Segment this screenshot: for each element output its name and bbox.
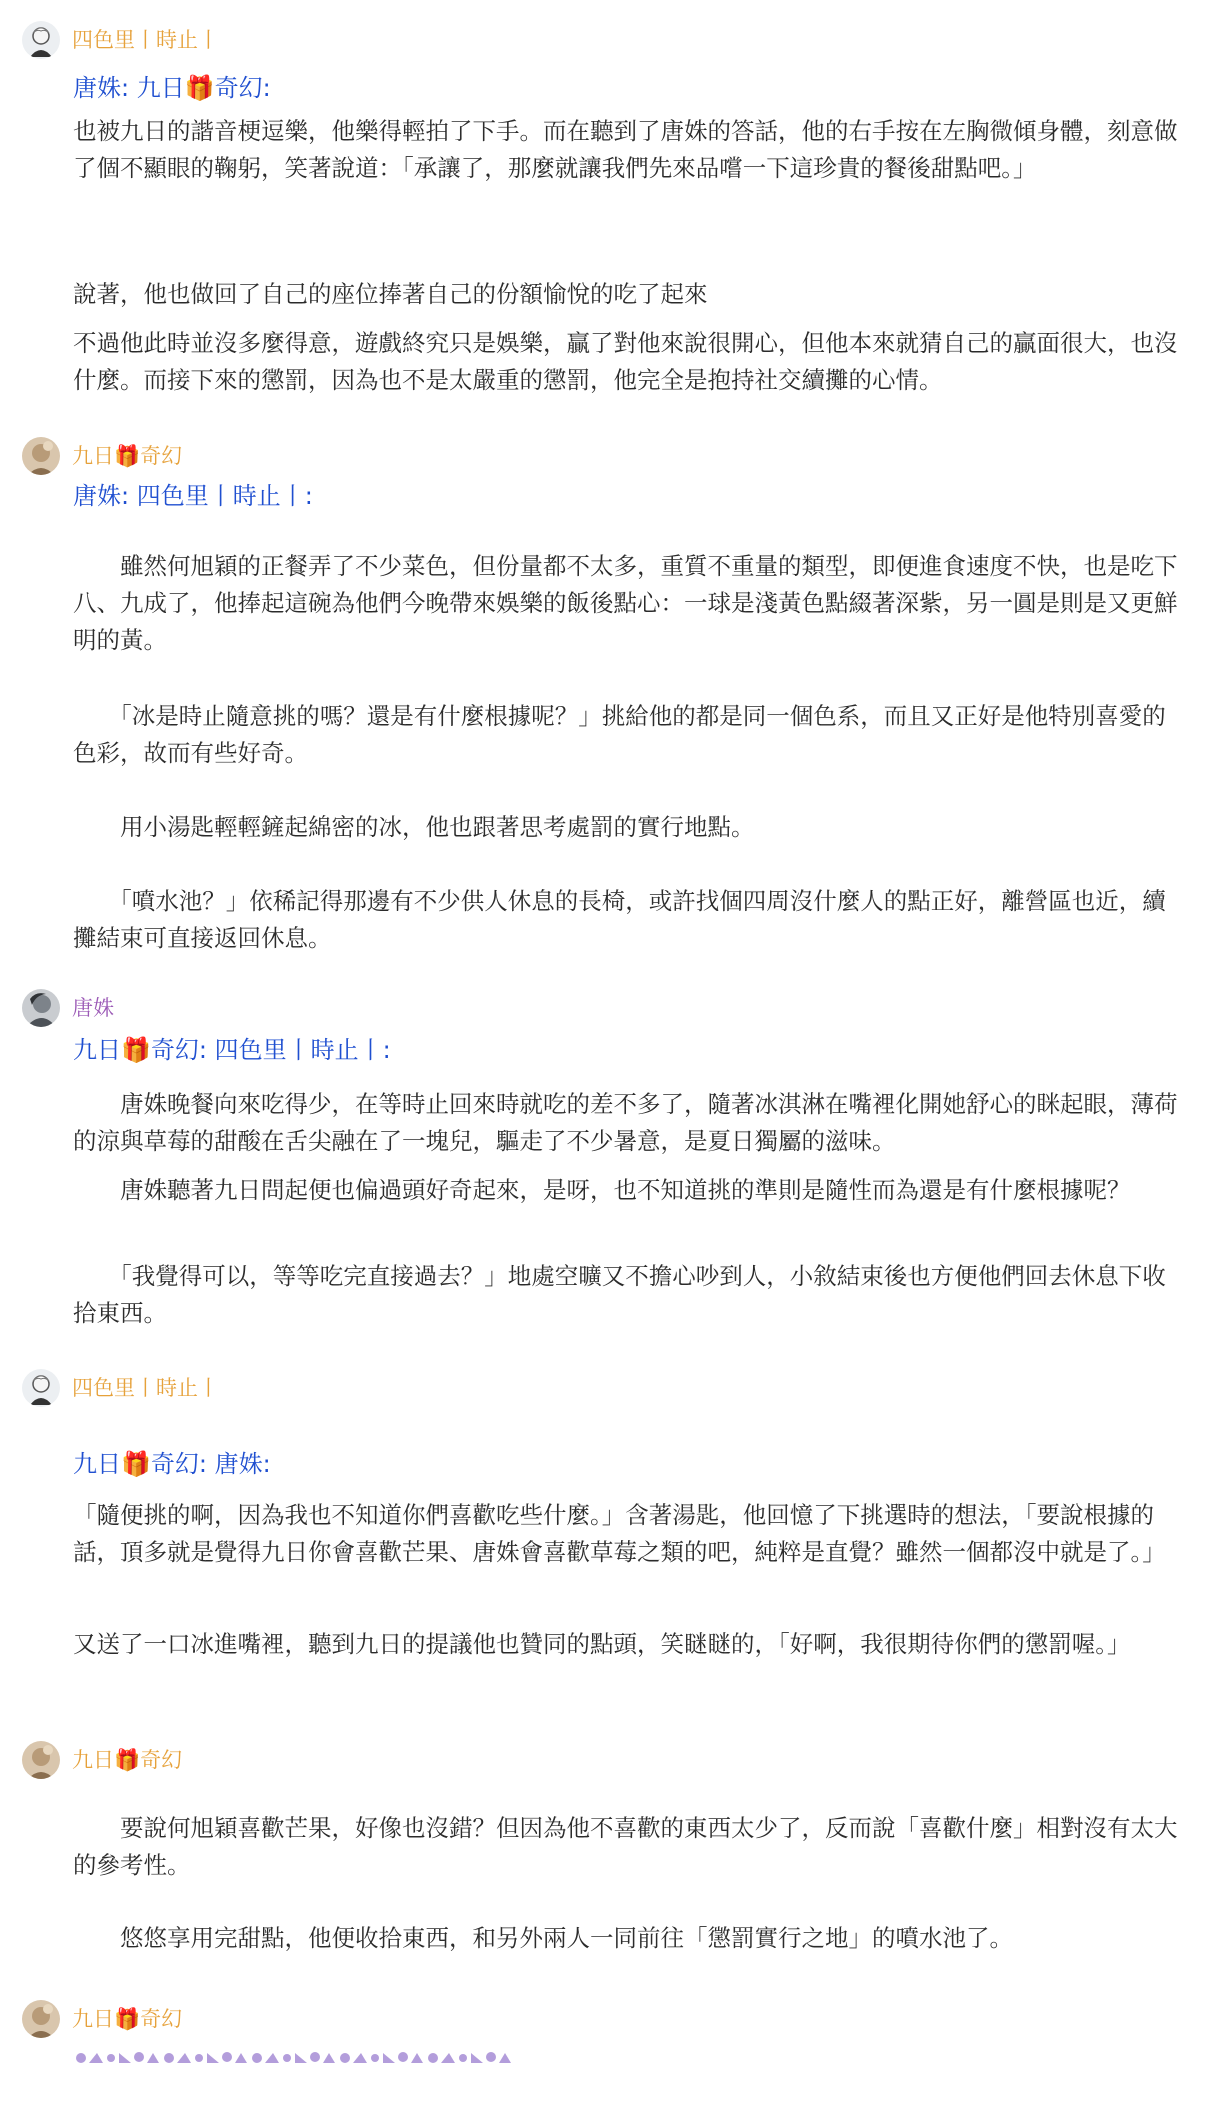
post-paragraph: 「噴水池？」依稀記得那邊有不少供人休息的長椅，或許找個四周沒什麼人的點正好，離營區也近，續攤結束可直接返回休息。: [73, 887, 1166, 952]
avatar[interactable]: [22, 1369, 60, 1407]
post-3-author-row: [22, 988, 114, 1028]
author-name[interactable]: 九日🎁奇幻: [72, 1747, 183, 1772]
author-name[interactable]: 四色里丨時止丨: [72, 1375, 219, 1400]
post-paragraph: 用小湯匙輕輕鏟起綿密的冰，他也跟著思考處罰的實行地點。: [73, 813, 755, 841]
post-2-author-row: [22, 436, 182, 476]
post-paragraph: 唐姝晚餐向來吃得少，在等時止回來時就吃的差不多了，隨著冰淇淋在嘴裡化開她舒心的眯起眼，薄荷的涼與草莓的甜酸在舌尖融在了一塊兒，驅走了不少暑意，是夏日獨屬的滋味。: [73, 1090, 1178, 1155]
post-paragraph: 雖然何旭穎的正餐弄了不少菜色，但份量都不太多，重質不重量的類型，即便進食速度不快，也是吃下八、九成了，他捧起這碗為他們今晚帶來娛樂的飯後點心：一球是淺黃色點綴著深紫，另一圓是則是又更鮮明的黃。: [73, 552, 1178, 654]
post-paragraph: 悠悠享用完甜點，他便收拾東西，和另外兩人一同前往「懲罰實行之地」的噴水池了。: [73, 1924, 1013, 1952]
avatar[interactable]: [22, 1741, 60, 1779]
post-paragraph: 說著，他也做回了自己的座位捧著自己的份額愉悅的吃了起來: [73, 280, 708, 308]
author-name[interactable]: 唐姝: [72, 995, 114, 1020]
sticker-emoji-strip: [73, 2048, 513, 2068]
avatar[interactable]: [22, 2000, 60, 2038]
reply-mentions[interactable]: 唐姝: 九日🎁奇幻:: [73, 74, 271, 102]
avatar[interactable]: [22, 989, 60, 1027]
post-paragraph: 「冰是時止隨意挑的嗎？還是有什麼根據呢？」挑給他的都是同一個色系，而且又正好是他特別喜愛的色彩，故而有些好奇。: [73, 702, 1166, 767]
post-paragraph: 「我覺得可以，等等吃完直接過去？」地處空曠又不擔心吵到人，小敘結束後也方便他們回去休息下收拾東西。: [73, 1262, 1166, 1327]
post-paragraph: 「隨便挑的啊，因為我也不知道你們喜歡吃些什麼。」含著湯匙，他回憶了下挑選時的想法，「要說根據的話，頂多就是覺得九日你會喜歡芒果、唐姝會喜歡草莓之類的吧，純粹是直覺？雖然一個都沒中就是了。」: [73, 1501, 1166, 1566]
post-6-author-row: [22, 1999, 182, 2039]
author-name[interactable]: 九日🎁奇幻: [72, 443, 183, 468]
post-paragraph: 要說何旭穎喜歡芒果，好像也沒錯？但因為他不喜歡的東西太少了，反而說「喜歡什麼」相對沒有太大的參考性。: [73, 1814, 1178, 1879]
avatar[interactable]: [22, 437, 60, 475]
post-1-author-row: [22, 20, 219, 60]
author-name[interactable]: 九日🎁奇幻: [72, 2006, 183, 2031]
reply-mentions[interactable]: 唐姝: 四色里丨時止丨:: [73, 482, 313, 510]
post-5-author-row: [22, 1740, 182, 1780]
reply-mentions[interactable]: 九日🎁奇幻: 四色里丨時止丨:: [73, 1036, 391, 1064]
post-paragraph: 又送了一口冰進嘴裡，聽到九日的提議他也贊同的點頭，笑瞇瞇的，「好啊，我很期待你們的懲罰喔。」: [73, 1630, 1131, 1658]
post-paragraph: 也被九日的諧音梗逗樂，他樂得輕拍了下手。而在聽到了唐姝的答話，他的右手按在左胸微傾身體，刻意做了個不顯眼的鞠躬，笑著說道：「承讓了，那麼就讓我們先來品嚐一下這珍貴的餐後甜點吧。」: [73, 117, 1178, 182]
author-name[interactable]: 四色里丨時止丨: [72, 27, 219, 52]
post-4-author-row: [22, 1368, 219, 1408]
post-paragraph: 不過他此時並沒多麼得意，遊戲終究只是娛樂，贏了對他來說很開心，但他本來就猜自己的贏面很大，也沒什麼。而接下來的懲罰，因為也不是太嚴重的懲罰，他完全是抱持社交續攤的心情。: [73, 329, 1178, 394]
avatar[interactable]: [22, 21, 60, 59]
post-paragraph: 唐姝聽著九日問起便也偏過頭好奇起來，是呀，也不知道挑的準則是隨性而為還是有什麼根據呢？: [73, 1176, 1131, 1204]
reply-mentions[interactable]: 九日🎁奇幻: 唐姝:: [73, 1450, 271, 1478]
